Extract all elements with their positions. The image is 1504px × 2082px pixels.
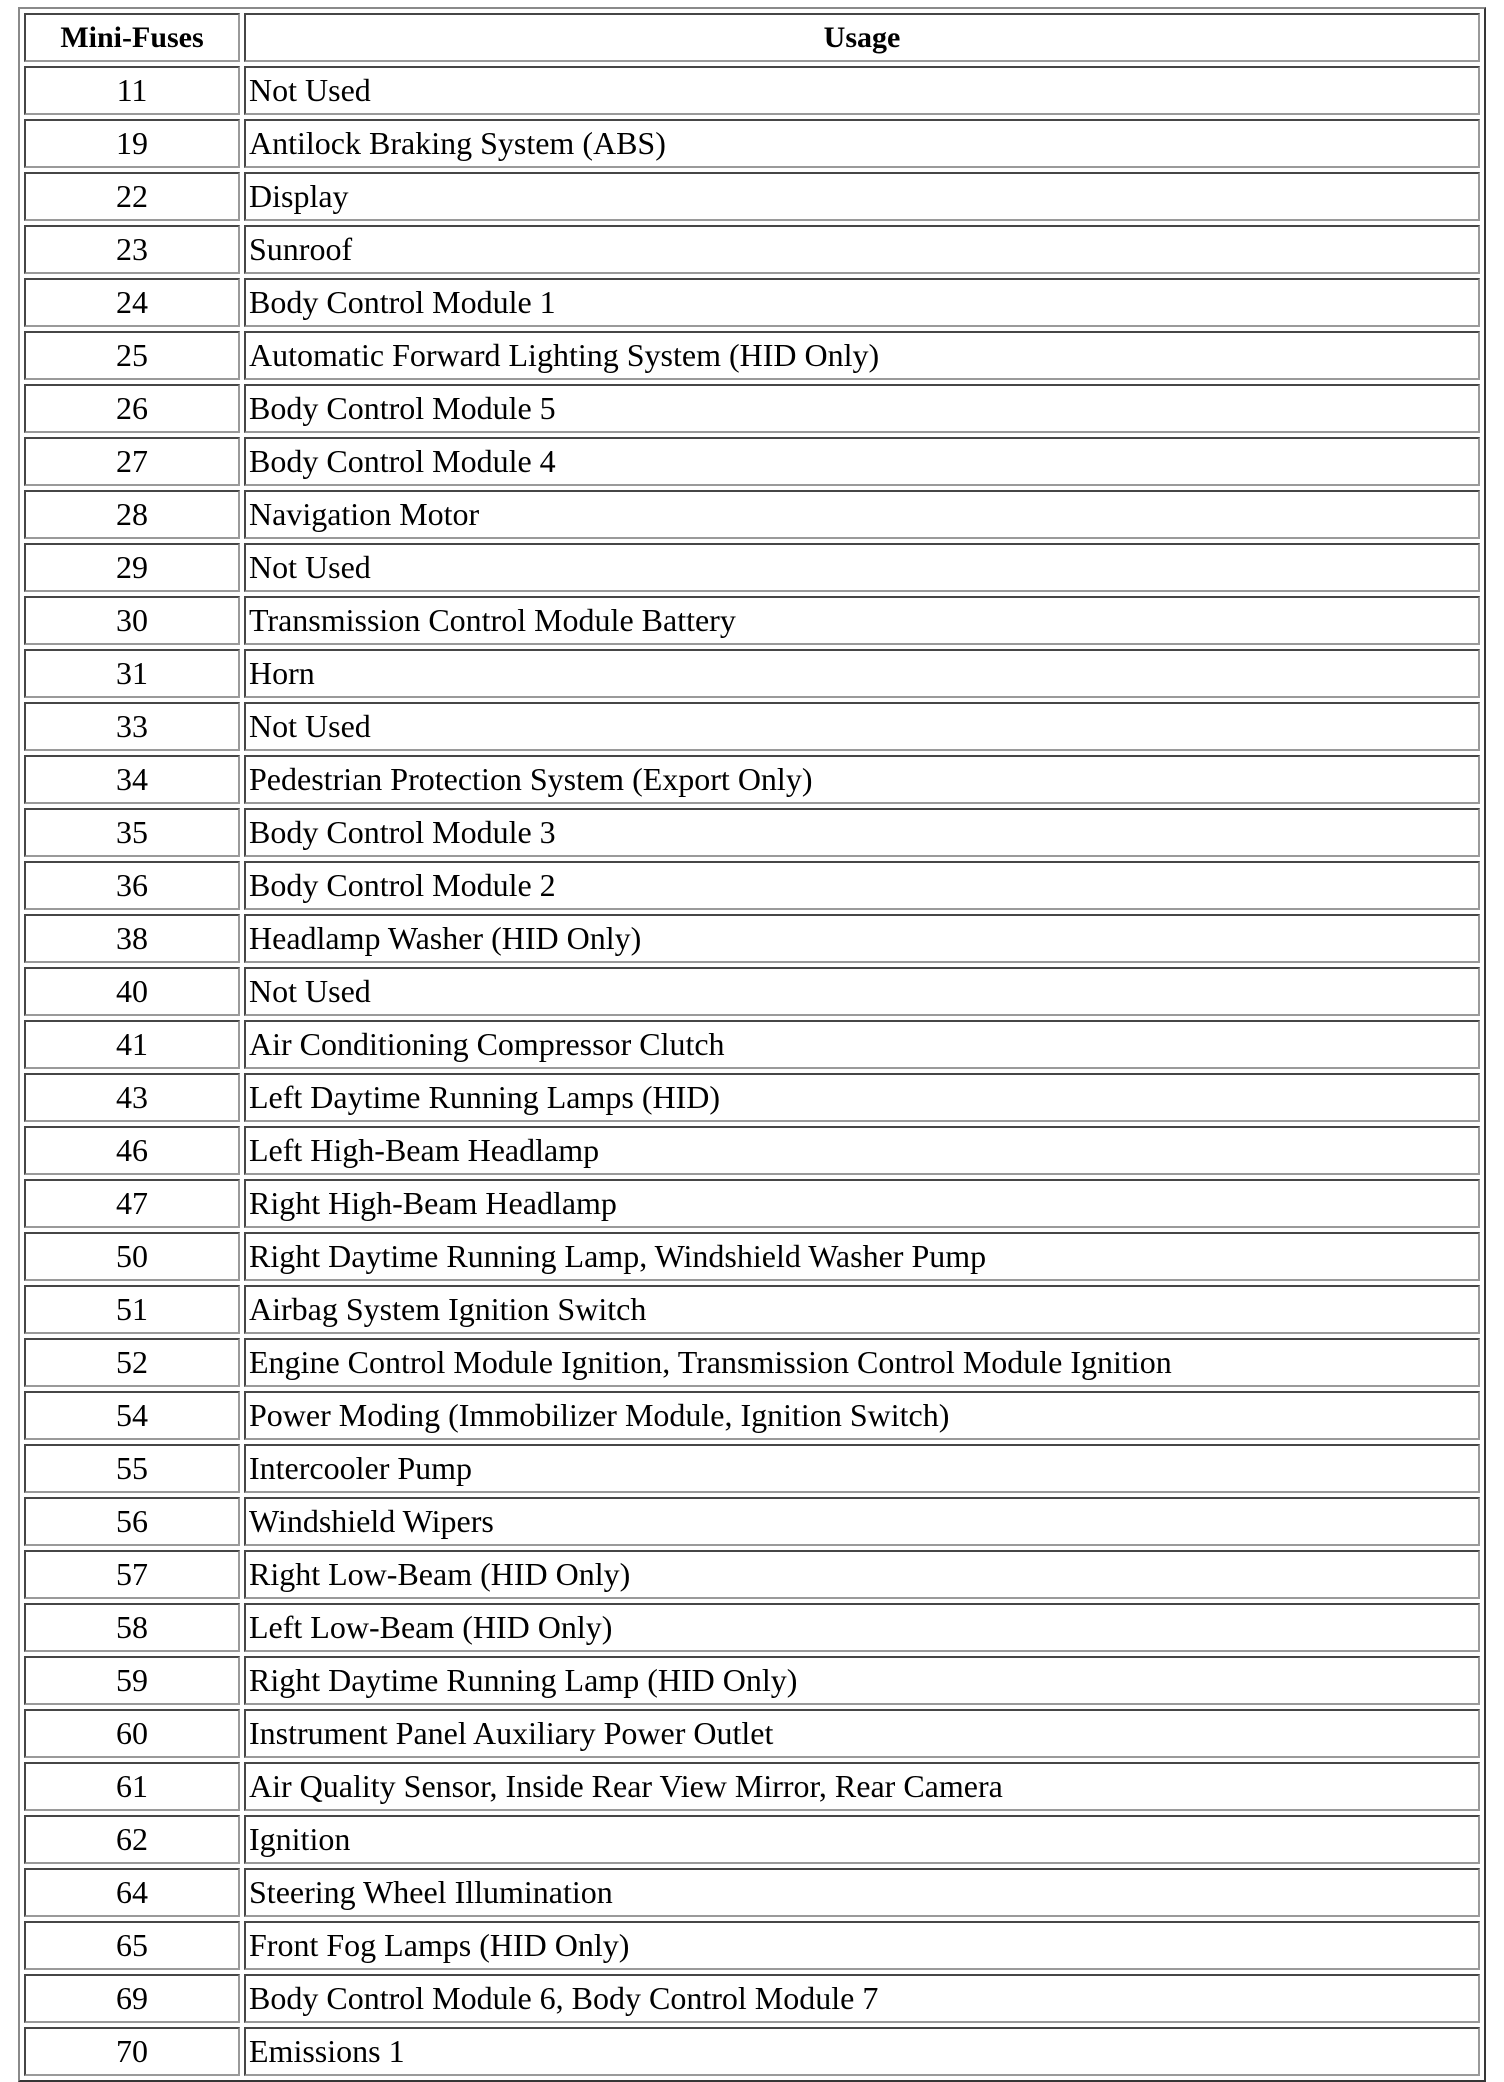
fuse-number-cell: 27 (24, 437, 240, 486)
fuse-usage-cell: Steering Wheel Illumination (244, 1868, 1480, 1917)
table-row (24, 755, 1480, 804)
table-row (24, 1338, 1480, 1387)
table-row (24, 914, 1480, 963)
table-row (24, 1232, 1480, 1281)
fuse-number-cell: 65 (24, 1921, 240, 1970)
fuse-number-cell: 22 (24, 172, 240, 221)
fuse-number-cell: 28 (24, 490, 240, 539)
table-row (24, 225, 1480, 274)
table-row (24, 1285, 1480, 1334)
fuse-usage-cell: Right High-Beam Headlamp (244, 1179, 1480, 1228)
fuse-table (18, 7, 1486, 2082)
fuse-number-cell: 24 (24, 278, 240, 327)
fuse-number-cell: 58 (24, 1603, 240, 1652)
table-row (24, 490, 1480, 539)
fuse-usage-cell: Right Daytime Running Lamp (HID Only) (244, 1656, 1480, 1705)
table-row (24, 861, 1480, 910)
fuse-usage-cell: Engine Control Module Ignition, Transmission Control Module Ignition (244, 1338, 1480, 1387)
fuse-number-cell: 60 (24, 1709, 240, 1758)
table-row (24, 1815, 1480, 1864)
fuse-usage-cell: Not Used (244, 66, 1480, 115)
fuse-number-cell: 30 (24, 596, 240, 645)
fuse-number-cell: 70 (24, 2027, 240, 2076)
table-row (24, 1179, 1480, 1228)
table-row (24, 543, 1480, 592)
fuse-number-cell: 35 (24, 808, 240, 857)
table-row (24, 808, 1480, 857)
fuse-usage-cell: Left Low-Beam (HID Only) (244, 1603, 1480, 1652)
fuse-number-cell: 33 (24, 702, 240, 751)
fuse-usage-cell: Body Control Module 5 (244, 384, 1480, 433)
fuse-usage-cell: Right Daytime Running Lamp, Windshield Washer Pump (244, 1232, 1480, 1281)
table-row (24, 172, 1480, 221)
fuse-number-cell: 54 (24, 1391, 240, 1440)
table-row (24, 1921, 1480, 1970)
table-row (24, 649, 1480, 698)
fuse-usage-cell: Body Control Module 4 (244, 437, 1480, 486)
header-usage: Usage (244, 13, 1480, 62)
fuse-number-cell: 36 (24, 861, 240, 910)
fuse-number-cell: 57 (24, 1550, 240, 1599)
table-row (24, 596, 1480, 645)
table-row (24, 1020, 1480, 1069)
fuse-number-cell: 41 (24, 1020, 240, 1069)
table-row (24, 1550, 1480, 1599)
fuse-usage-cell: Ignition (244, 1815, 1480, 1864)
fuse-usage-cell: Automatic Forward Lighting System (HID Only) (244, 331, 1480, 380)
table-row (24, 1391, 1480, 1440)
header-mini-fuses: Mini-Fuses (24, 13, 240, 62)
fuse-usage-cell: Transmission Control Module Battery (244, 596, 1480, 645)
table-row (24, 437, 1480, 486)
table-row (24, 702, 1480, 751)
fuse-number-cell: 26 (24, 384, 240, 433)
fuse-number-cell: 29 (24, 543, 240, 592)
table-row (24, 331, 1480, 380)
fuse-usage-cell: Emissions 1 (244, 2027, 1480, 2076)
table-body (24, 66, 1480, 2076)
fuse-number-cell: 64 (24, 1868, 240, 1917)
fuse-usage-cell: Right Low-Beam (HID Only) (244, 1550, 1480, 1599)
fuse-number-cell: 61 (24, 1762, 240, 1811)
fuse-number-cell: 34 (24, 755, 240, 804)
header-row (24, 13, 1480, 62)
fuse-number-cell: 62 (24, 1815, 240, 1864)
fuse-number-cell: 59 (24, 1656, 240, 1705)
fuse-number-cell: 38 (24, 914, 240, 963)
table-header (24, 13, 1480, 62)
table-row (24, 66, 1480, 115)
fuse-number-cell: 43 (24, 1073, 240, 1122)
table-row (24, 1603, 1480, 1652)
fuse-number-cell: 50 (24, 1232, 240, 1281)
fuse-number-cell: 51 (24, 1285, 240, 1334)
fuse-number-cell: 52 (24, 1338, 240, 1387)
fuse-number-cell: 46 (24, 1126, 240, 1175)
table-row (24, 1709, 1480, 1758)
fuse-usage-cell: Navigation Motor (244, 490, 1480, 539)
table-row (24, 2027, 1480, 2076)
fuse-usage-cell: Sunroof (244, 225, 1480, 274)
fuse-usage-cell: Not Used (244, 543, 1480, 592)
fuse-number-cell: 25 (24, 331, 240, 380)
fuse-usage-cell: Front Fog Lamps (HID Only) (244, 1921, 1480, 1970)
fuse-number-cell: 11 (24, 66, 240, 115)
table-row (24, 1762, 1480, 1811)
table-row (24, 967, 1480, 1016)
fuse-usage-cell: Left High-Beam Headlamp (244, 1126, 1480, 1175)
table-row (24, 1444, 1480, 1493)
fuse-usage-cell: Display (244, 172, 1480, 221)
fuse-usage-cell: Body Control Module 3 (244, 808, 1480, 857)
fuse-usage-cell: Pedestrian Protection System (Export Only) (244, 755, 1480, 804)
fuse-usage-cell: Body Control Module 1 (244, 278, 1480, 327)
table-row (24, 1974, 1480, 2023)
table-row (24, 1497, 1480, 1546)
fuse-number-cell: 55 (24, 1444, 240, 1493)
fuse-number-cell: 31 (24, 649, 240, 698)
fuse-usage-cell: Not Used (244, 967, 1480, 1016)
fuse-usage-cell: Power Moding (Immobilizer Module, Ignition Switch) (244, 1391, 1480, 1440)
fuse-usage-cell: Body Control Module 2 (244, 861, 1480, 910)
fuse-usage-cell: Left Daytime Running Lamps (HID) (244, 1073, 1480, 1122)
fuse-usage-cell: Windshield Wipers (244, 1497, 1480, 1546)
table-row (24, 1126, 1480, 1175)
fuse-number-cell: 19 (24, 119, 240, 168)
fuse-usage-cell: Airbag System Ignition Switch (244, 1285, 1480, 1334)
fuse-usage-cell: Air Conditioning Compressor Clutch (244, 1020, 1480, 1069)
fuse-usage-cell: Air Quality Sensor, Inside Rear View Mirror, Rear Camera (244, 1762, 1480, 1811)
table-row (24, 119, 1480, 168)
fuse-number-cell: 69 (24, 1974, 240, 2023)
fuse-usage-cell: Horn (244, 649, 1480, 698)
fuse-usage-cell: Antilock Braking System (ABS) (244, 119, 1480, 168)
table-row (24, 278, 1480, 327)
fuse-usage-cell: Body Control Module 6, Body Control Module 7 (244, 1974, 1480, 2023)
table-row (24, 1073, 1480, 1122)
fuse-number-cell: 23 (24, 225, 240, 274)
fuse-usage-cell: Instrument Panel Auxiliary Power Outlet (244, 1709, 1480, 1758)
table-row (24, 1868, 1480, 1917)
fuse-number-cell: 56 (24, 1497, 240, 1546)
fuse-usage-cell: Headlamp Washer (HID Only) (244, 914, 1480, 963)
fuse-number-cell: 40 (24, 967, 240, 1016)
table-row (24, 384, 1480, 433)
table-row (24, 1656, 1480, 1705)
fuse-number-cell: 47 (24, 1179, 240, 1228)
fuse-usage-cell: Intercooler Pump (244, 1444, 1480, 1493)
fuse-usage-cell: Not Used (244, 702, 1480, 751)
